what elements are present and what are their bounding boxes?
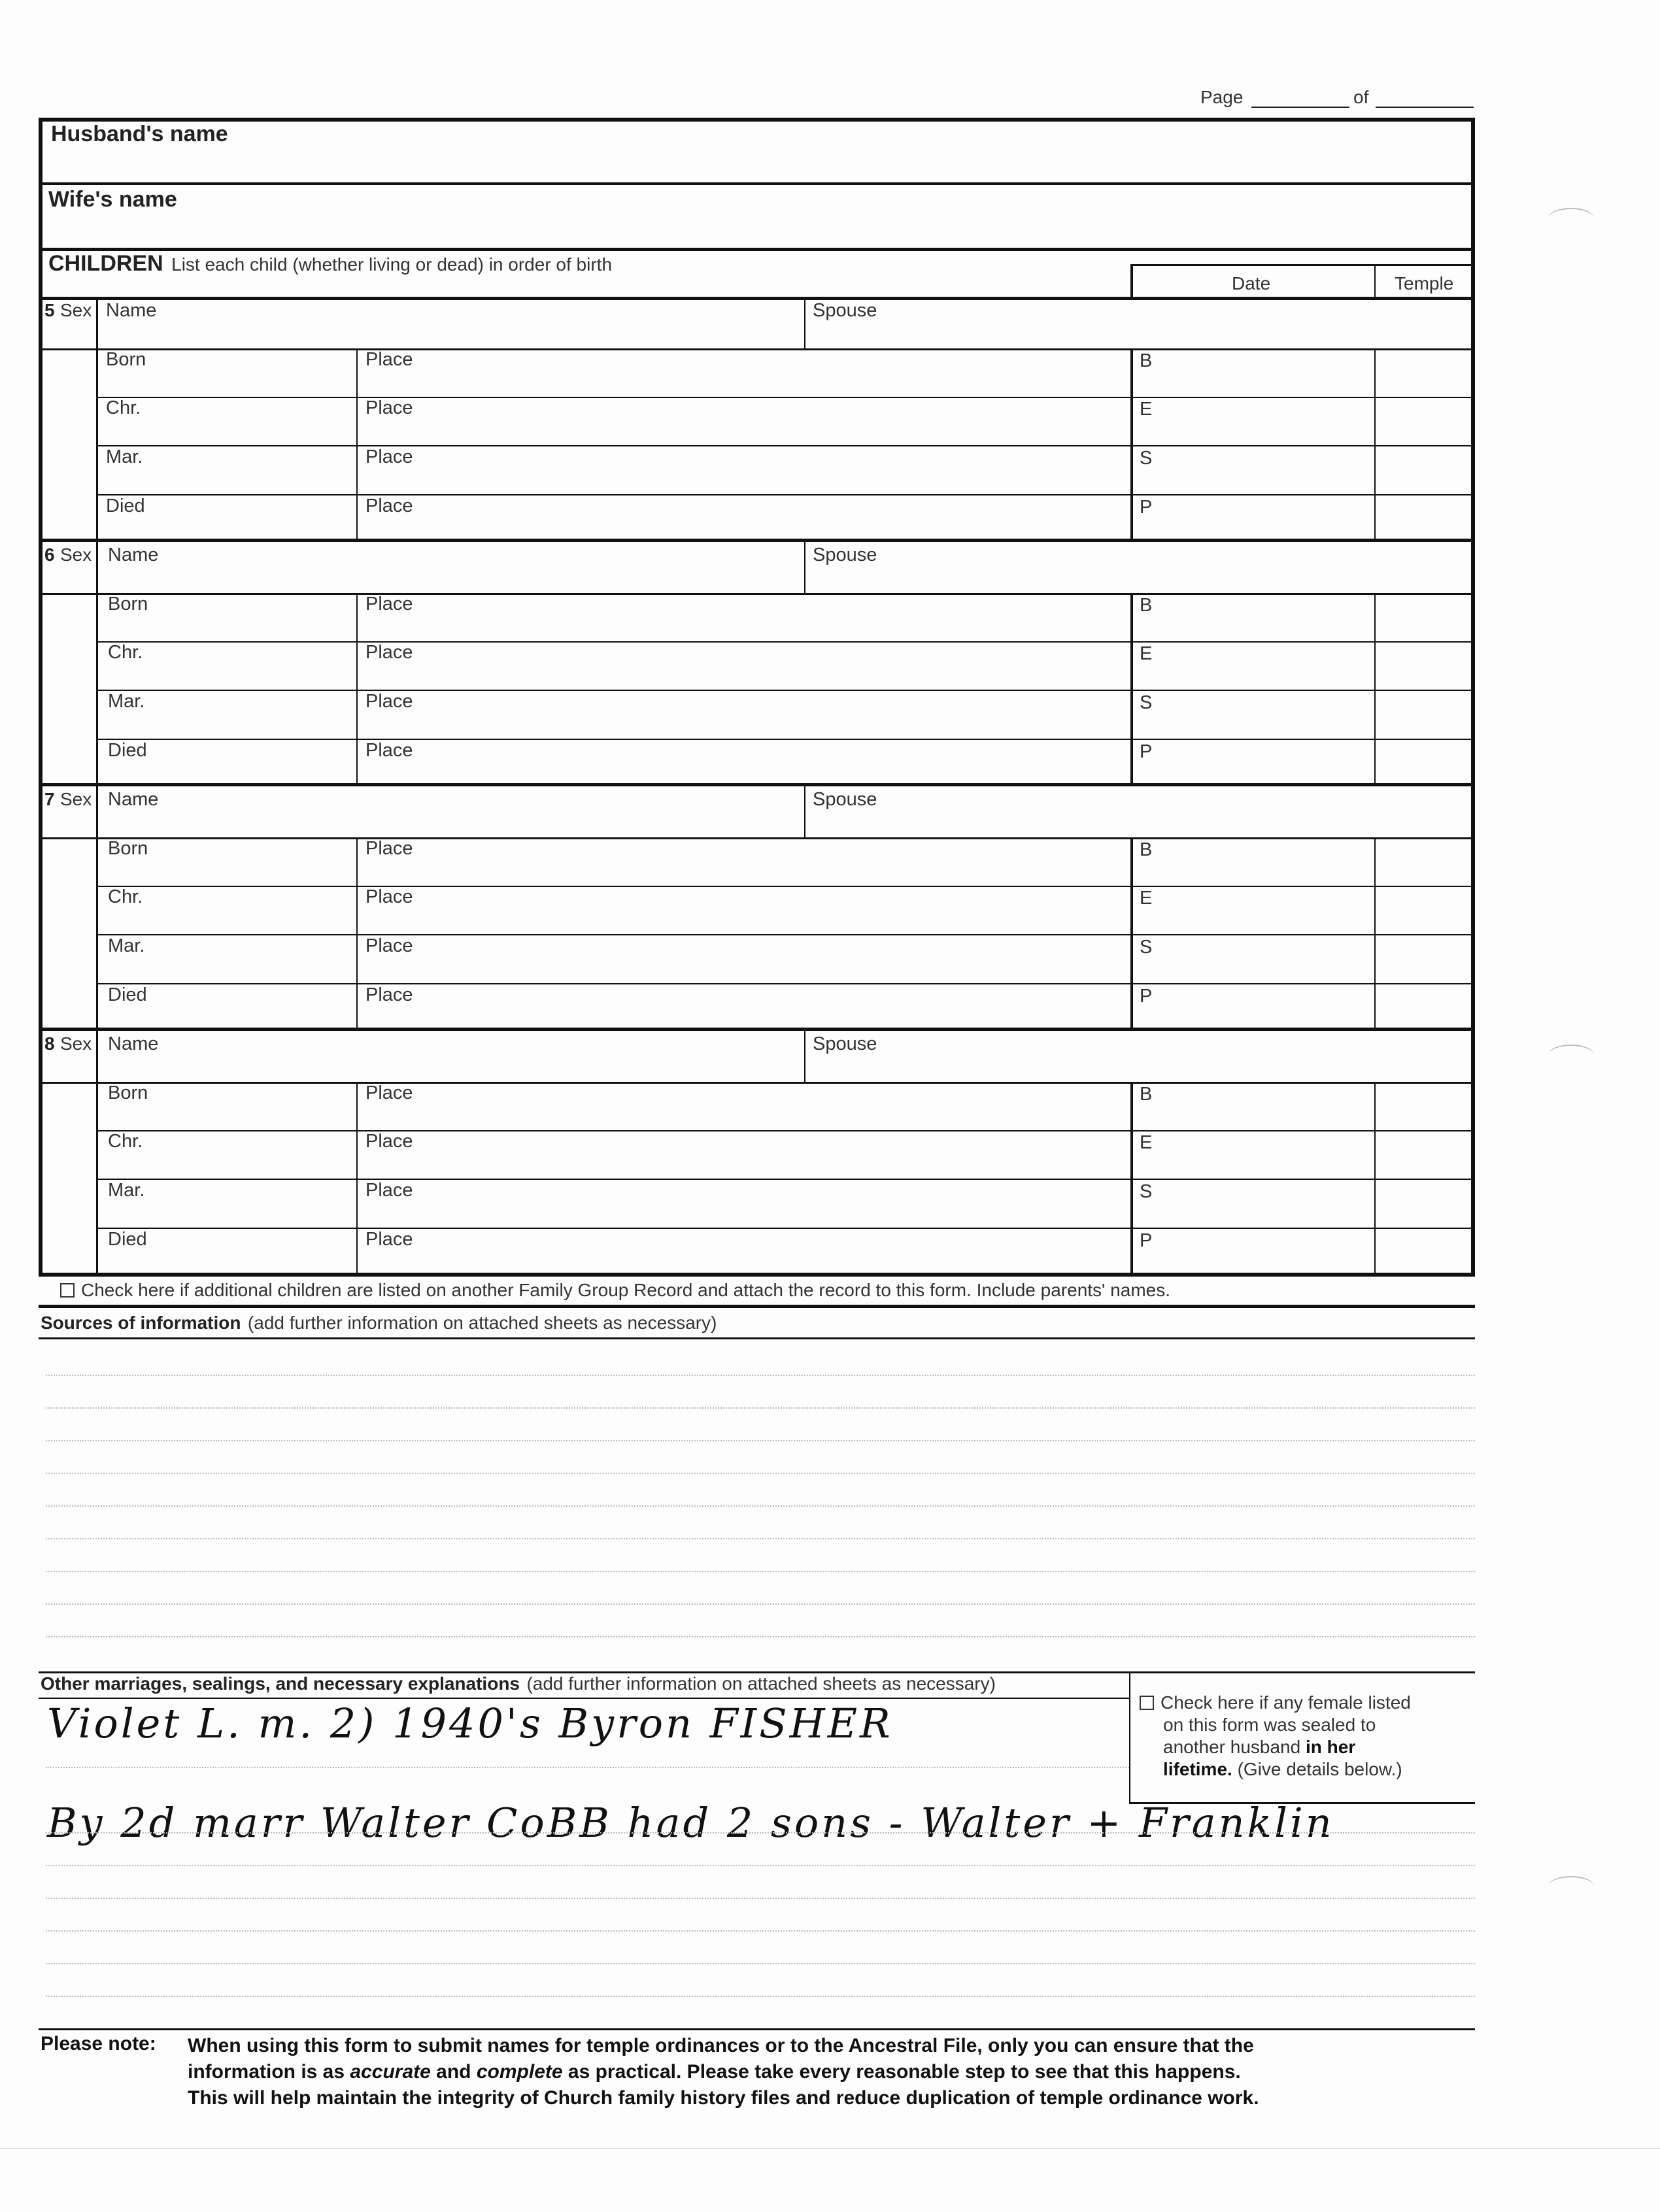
- sex-column-line: [96, 1030, 98, 1277]
- writing-line[interactable]: [46, 1865, 1475, 1866]
- name-label: Name: [108, 1033, 159, 1054]
- handwritten-note-2: By 2d marr Walter CoBB had 2 sons - Walter + Franklin: [47, 1799, 1334, 1847]
- spouse-label: Spouse: [813, 789, 877, 810]
- place-label: Place: [365, 886, 413, 907]
- place-label: Place: [365, 935, 413, 956]
- ordinance-letter: E: [1140, 888, 1153, 909]
- writing-line[interactable]: [46, 1930, 1475, 1932]
- child-number: 7: [44, 789, 55, 809]
- writing-line[interactable]: [46, 1603, 1475, 1605]
- date-header-top: [1130, 264, 1475, 266]
- sex-label: Sex: [60, 545, 92, 565]
- writing-line[interactable]: [46, 1473, 1475, 1474]
- husband-name-label: Husband's name: [51, 122, 228, 146]
- divider: [39, 1698, 1129, 1699]
- female-check-line2: on this form was sealed to: [1163, 1715, 1376, 1735]
- please-note-line2: information is as accurate and complete as practical. Please take every reasonable step to see that this happens.: [188, 2061, 1241, 2083]
- sources-header: [41, 1313, 717, 1333]
- female-check-line1: Check here if any female listed: [1160, 1692, 1411, 1713]
- place-label: Place: [365, 1180, 413, 1201]
- chr-label: Chr.: [108, 1131, 143, 1152]
- ordinance-letter: B: [1140, 1084, 1153, 1105]
- died-label: Died: [108, 1229, 147, 1250]
- place-label: Place: [365, 397, 413, 418]
- divider: [39, 1337, 1475, 1339]
- name-label: Name: [108, 545, 159, 565]
- place-label: Place: [365, 1082, 413, 1103]
- sex-column-line: [96, 541, 98, 786]
- child-block-6: [0, 541, 1660, 786]
- divider: [96, 934, 1475, 935]
- place-label: Place: [365, 1131, 413, 1152]
- child-number: 5: [44, 300, 55, 320]
- female-check-line4-bold: lifetime.: [1163, 1759, 1232, 1779]
- additional-children-text: Check here if additional children are listed on another Family Group Record and attach the record to this form. Include parents' names.: [81, 1280, 1170, 1300]
- checkbox-icon[interactable]: [60, 1283, 75, 1298]
- mar-label: Mar.: [108, 691, 145, 712]
- other-marriages-header: [41, 1673, 996, 1694]
- children-header: [48, 251, 612, 276]
- child-block-5: [0, 297, 1660, 541]
- sources-title: Sources of information: [41, 1313, 241, 1333]
- ordinance-letter: B: [1140, 350, 1153, 371]
- temple-column-header: Temple: [1395, 273, 1454, 293]
- sex-column-line: [96, 297, 98, 541]
- female-check-line3: another husband: [1163, 1737, 1301, 1757]
- place-label: Place: [365, 838, 413, 859]
- divider: [96, 739, 1475, 740]
- ordinance-letter: S: [1140, 448, 1153, 469]
- writing-line[interactable]: [46, 1636, 1475, 1637]
- female-check-border: [1129, 1673, 1130, 1804]
- divider: [96, 886, 1475, 887]
- date-temple-divider: [1374, 264, 1376, 298]
- divider: [39, 593, 1475, 595]
- page-label: Page: [1200, 87, 1244, 107]
- divider: [96, 641, 1475, 643]
- sex-label: Sex: [60, 300, 92, 320]
- place-label: Place: [365, 446, 413, 467]
- born-label: Born: [106, 349, 146, 370]
- spouse-label: Spouse: [813, 545, 877, 565]
- ordinance-letter: P: [1140, 1230, 1153, 1251]
- other-marriages-subtitle: (add further information on attached sheets as necessary): [526, 1673, 996, 1694]
- writing-line[interactable]: [46, 1898, 1475, 1899]
- writing-line[interactable]: [46, 1505, 1475, 1507]
- please-note-text: [188, 2033, 1259, 2111]
- died-label: Died: [108, 740, 147, 761]
- born-label: Born: [108, 838, 148, 859]
- place-label: Place: [365, 1229, 413, 1250]
- writing-line[interactable]: [46, 1996, 1475, 1997]
- additional-children-check[interactable]: [60, 1280, 1170, 1301]
- scan-edge: [0, 2148, 1660, 2149]
- mar-label: Mar.: [108, 1180, 145, 1201]
- writing-line[interactable]: [46, 1963, 1475, 1964]
- children-title: CHILDREN: [48, 251, 163, 276]
- sex-column-line: [96, 786, 98, 1030]
- ordinance-letter: P: [1140, 497, 1153, 518]
- spouse-label: Spouse: [813, 1033, 877, 1054]
- name-label: Name: [108, 789, 159, 810]
- place-label: Place: [365, 594, 413, 614]
- writing-line[interactable]: [46, 1538, 1475, 1539]
- please-note-line3: This will help maintain the integrity of Church family history files and reduce duplication of temple ordinance work.: [188, 2087, 1259, 2109]
- wife-name-label: Wife's name: [48, 187, 177, 212]
- child-number: 8: [44, 1033, 55, 1054]
- place-label: Place: [365, 642, 413, 663]
- place-label: Place: [365, 495, 413, 516]
- please-note-label: Please note:: [41, 2033, 156, 2054]
- hole-punch-mark: [1548, 208, 1594, 229]
- divider: [96, 1130, 1475, 1131]
- name-label: Name: [106, 300, 157, 321]
- chr-label: Chr.: [108, 642, 143, 663]
- divider: [96, 1179, 1475, 1180]
- mar-label: Mar.: [108, 935, 145, 956]
- mar-label: Mar.: [106, 446, 143, 467]
- writing-line[interactable]: [46, 1440, 1475, 1441]
- ordinance-letter: S: [1140, 1181, 1153, 1202]
- sex-label: Sex: [60, 1033, 92, 1054]
- ordinance-letter: E: [1140, 643, 1153, 664]
- divider: [39, 1082, 1475, 1084]
- born-label: Born: [108, 594, 148, 614]
- ordinance-letter: P: [1140, 741, 1153, 762]
- page-total-field[interactable]: [1376, 107, 1474, 108]
- place-label: Place: [365, 984, 413, 1005]
- writing-line[interactable]: [46, 1375, 1475, 1376]
- hole-punch-mark: [1548, 1876, 1594, 1897]
- died-label: Died: [108, 984, 147, 1005]
- name-spouse-divider: [804, 786, 805, 837]
- children-subtitle: List each child (whether living or dead) in order of birth: [171, 254, 613, 275]
- page-of-label: of: [1353, 87, 1369, 107]
- please-note-line1: When using this form to submit names for temple ordinances or to the Ancestral File, only you can ensure that the: [188, 2035, 1254, 2056]
- ordinance-letter: S: [1140, 937, 1153, 958]
- ordinance-letter: B: [1140, 595, 1153, 616]
- divider: [96, 1228, 1475, 1229]
- divider: [39, 2028, 1475, 2030]
- date-column-header: Date: [1232, 273, 1271, 293]
- name-spouse-divider: [804, 541, 805, 593]
- divider: [39, 1305, 1475, 1308]
- writing-line[interactable]: [46, 1832, 1475, 1834]
- born-label: Born: [108, 1082, 148, 1103]
- hole-punch-mark: [1548, 1045, 1594, 1065]
- divider: [96, 690, 1475, 691]
- place-label: Place: [365, 740, 413, 761]
- child-number: 6: [44, 545, 55, 565]
- died-label: Died: [106, 495, 145, 516]
- date-header-left: [1130, 264, 1133, 298]
- ordinance-letter: E: [1140, 1132, 1153, 1153]
- child-block-8: [0, 1030, 1660, 1277]
- divider: [96, 494, 1475, 495]
- place-label: Place: [365, 691, 413, 712]
- ordinance-letter: E: [1140, 399, 1153, 420]
- writing-line[interactable]: [46, 1767, 1129, 1768]
- divider: [39, 837, 1475, 839]
- chr-label: Chr.: [106, 397, 141, 418]
- child-block-7: [0, 786, 1660, 1030]
- ordinance-letter: S: [1140, 692, 1153, 713]
- ordinance-letter: B: [1140, 839, 1153, 860]
- divider: [96, 445, 1475, 446]
- female-check-line3-bold: in her: [1305, 1737, 1356, 1757]
- chr-label: Chr.: [108, 886, 143, 907]
- place-label: Place: [365, 349, 413, 370]
- page-number-field[interactable]: [1251, 107, 1349, 108]
- other-marriages-title: Other marriages, sealings, and necessary explanations: [41, 1673, 520, 1694]
- female-check[interactable]: [1140, 1692, 1411, 1781]
- female-check-line4: (Give details below.): [1237, 1759, 1402, 1779]
- divider: [96, 983, 1475, 984]
- writing-line[interactable]: [46, 1571, 1475, 1572]
- checkbox-icon[interactable]: [1140, 1696, 1154, 1710]
- sex-label: Sex: [60, 789, 92, 809]
- writing-line[interactable]: [46, 1407, 1475, 1409]
- ordinance-letter: P: [1140, 986, 1153, 1007]
- sources-subtitle: (add further information on attached sheets as necessary): [247, 1313, 717, 1333]
- divider: [39, 348, 1475, 350]
- handwritten-note-1: Violet L. m. 2) 1940's Byron FISHER: [47, 1700, 893, 1747]
- spouse-label: Spouse: [813, 300, 877, 321]
- name-spouse-divider: [804, 1030, 805, 1082]
- name-spouse-divider: [804, 297, 805, 348]
- divider: [96, 397, 1475, 398]
- divider: [39, 182, 1475, 185]
